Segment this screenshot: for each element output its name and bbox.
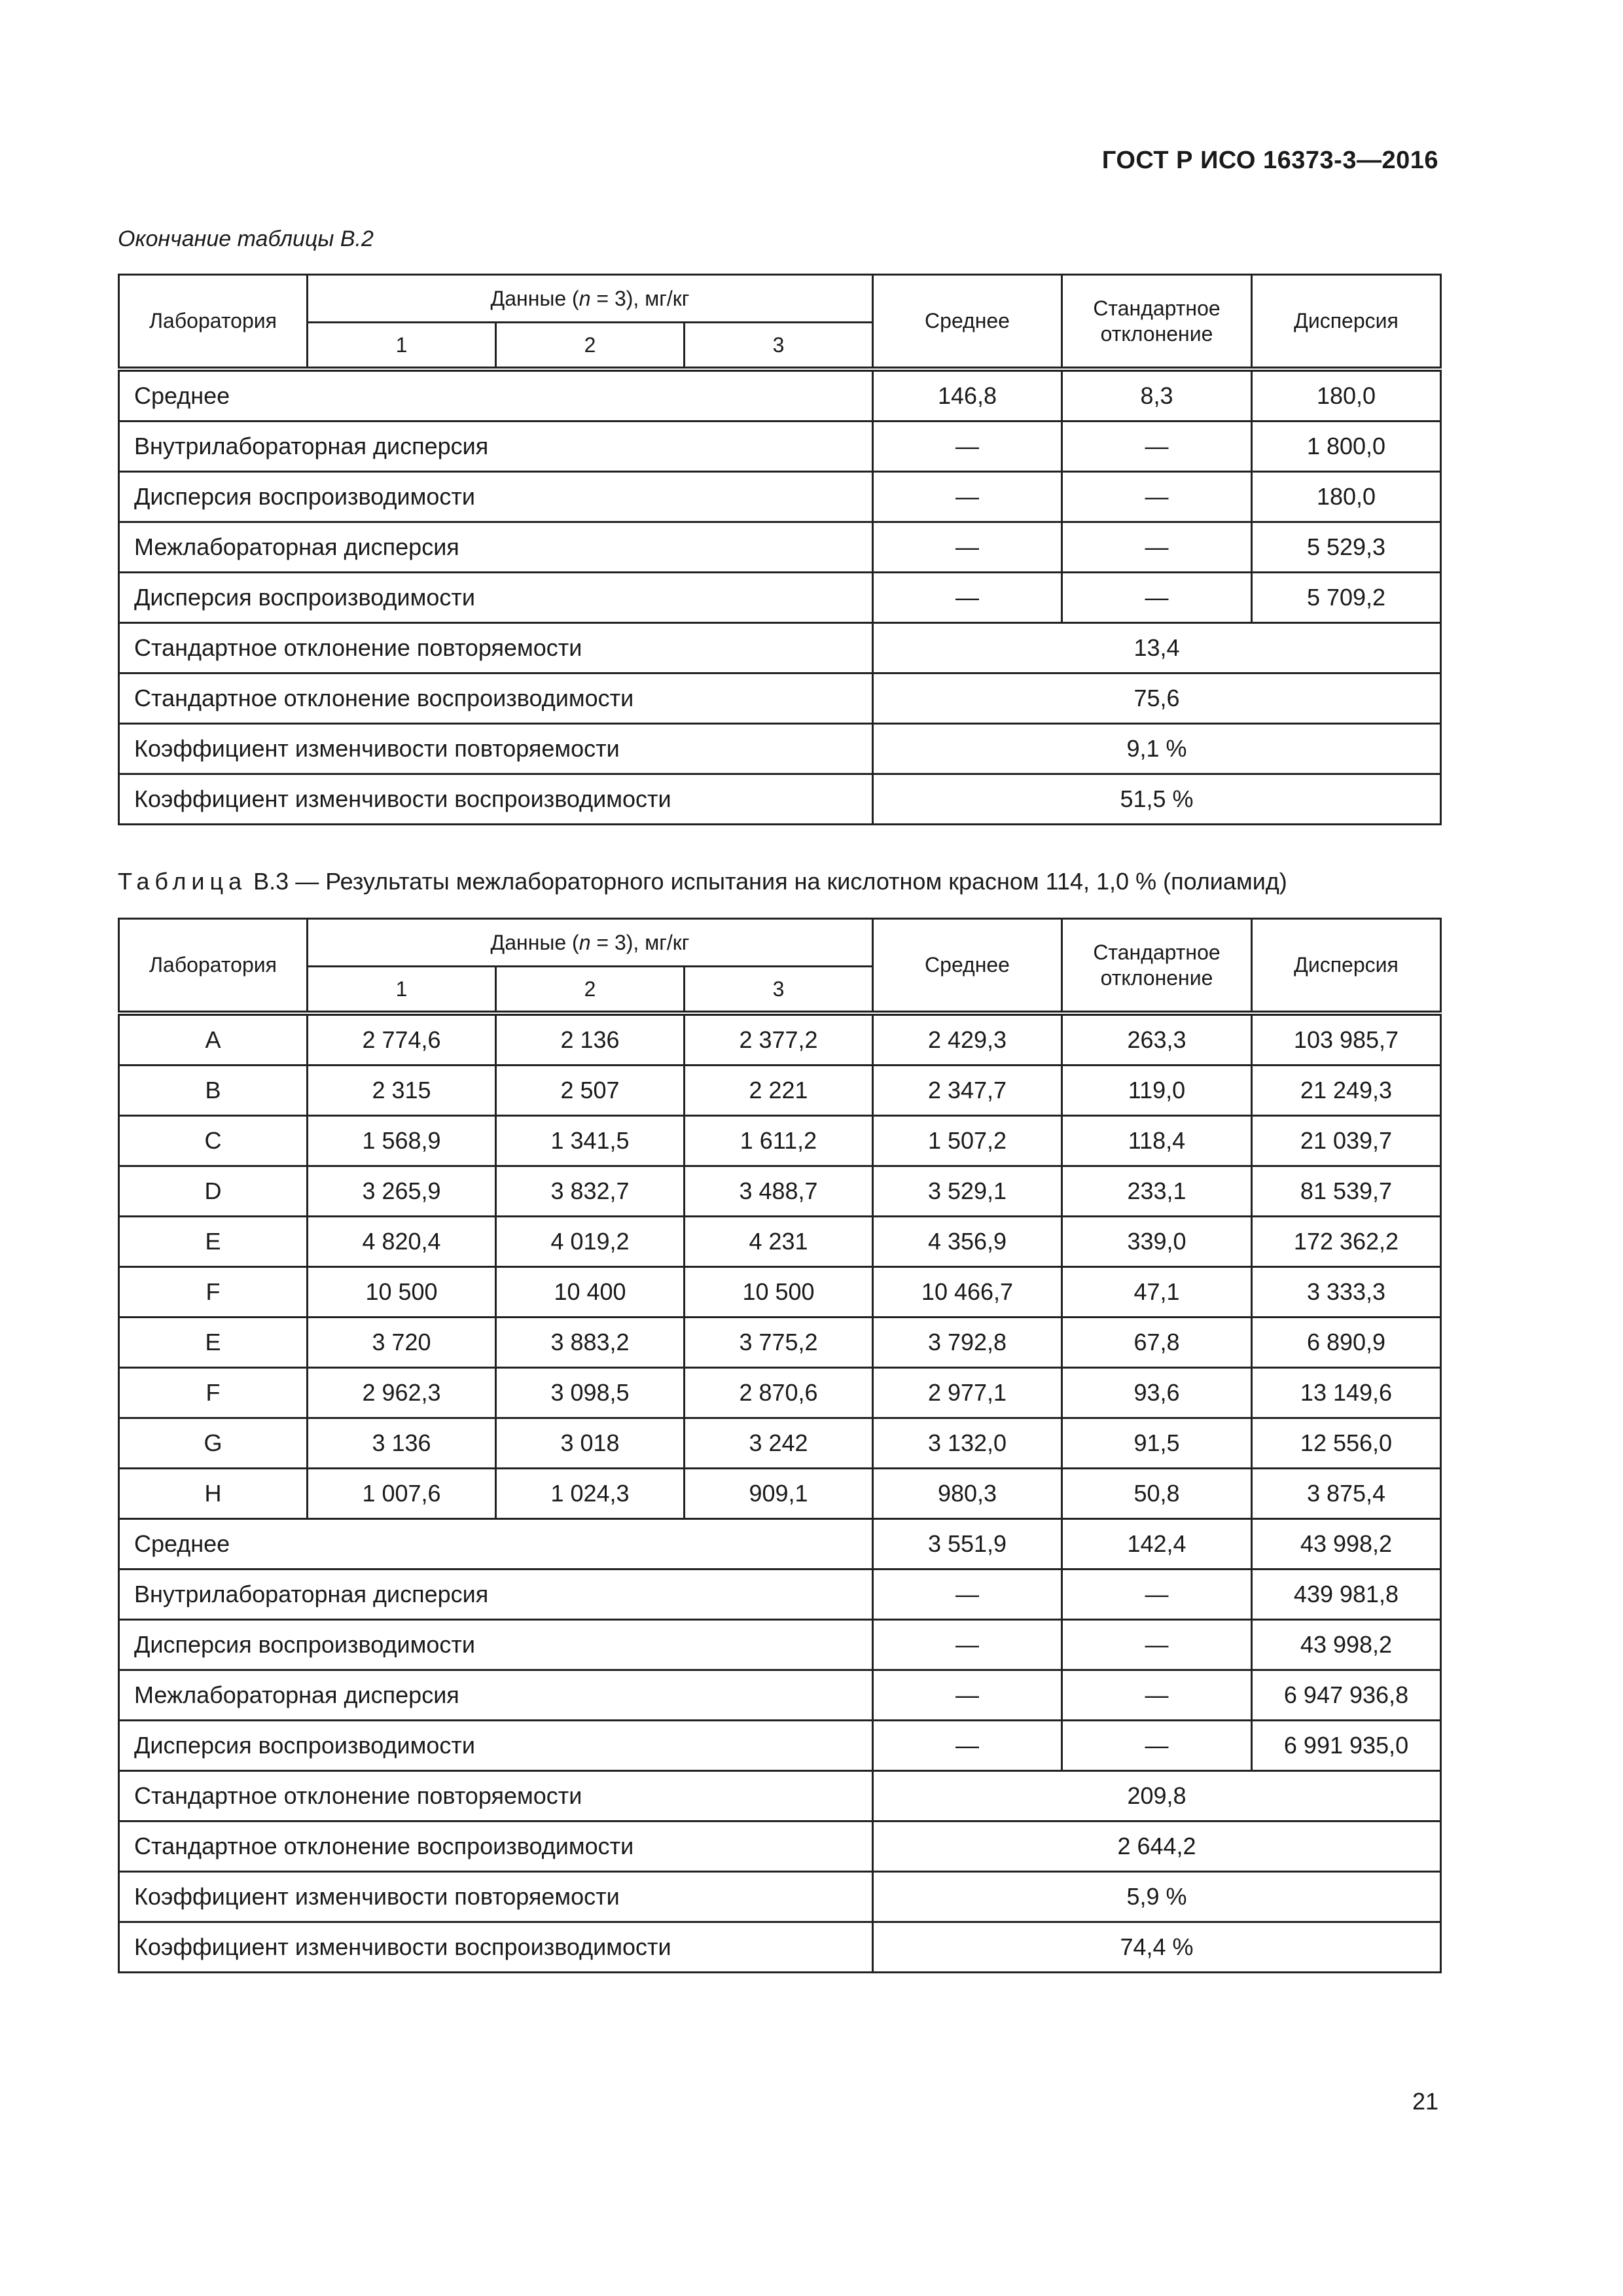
cell-d3: 4 231 <box>685 1217 873 1267</box>
header-data <box>308 275 873 323</box>
header-mean: Среднее <box>873 275 1062 370</box>
table-row <box>119 1418 1441 1469</box>
cell-mean: 3 132,0 <box>873 1418 1062 1469</box>
stat-std: — <box>1062 522 1252 573</box>
stat-row <box>119 369 1441 422</box>
cell-mean: 980,3 <box>873 1469 1062 1519</box>
header-variance: Дисперсия <box>1252 275 1441 370</box>
cell-mean: 3 529,1 <box>873 1166 1062 1217</box>
header-sub-2: 2 <box>496 967 685 1014</box>
cell-d3: 3 775,2 <box>685 1318 873 1368</box>
stat-label: Среднее <box>119 1519 873 1570</box>
stat-variance: 43 998,2 <box>1252 1620 1441 1670</box>
table-row <box>119 1318 1441 1368</box>
table-row <box>119 1166 1441 1217</box>
page-number: 21 <box>1412 2088 1438 2115</box>
stat-label: Дисперсия воспроизводимости <box>119 1721 873 1771</box>
stat-mean: — <box>873 522 1062 573</box>
cell-d2: 4 019,2 <box>496 1217 685 1267</box>
header-sub-3: 3 <box>685 967 873 1014</box>
cell-d3: 3 488,7 <box>685 1166 873 1217</box>
cell-mean: 4 356,9 <box>873 1217 1062 1267</box>
stat-row <box>119 1570 1441 1620</box>
summary-label: Стандартное отклонение воспроизводимости <box>119 673 873 724</box>
header-data-prefix: Данные ( <box>490 286 579 310</box>
cell-variance: 21 039,7 <box>1252 1116 1441 1166</box>
cell-d3: 909,1 <box>685 1469 873 1519</box>
header-std: Стандартное отклонение <box>1062 919 1252 1014</box>
document-standard-header: ГОСТ Р ИСО 16373-3—2016 <box>1101 147 1438 174</box>
stat-row <box>119 522 1441 573</box>
cell-std: 118,4 <box>1062 1116 1252 1166</box>
cell-d1: 2 774,6 <box>308 1013 496 1066</box>
cell-d1: 2 315 <box>308 1066 496 1116</box>
summary-value: 9,1 % <box>873 724 1441 774</box>
cell-std: 93,6 <box>1062 1368 1252 1418</box>
cell-std: 233,1 <box>1062 1166 1252 1217</box>
cell-d1: 3 720 <box>308 1318 496 1368</box>
cell-d1: 4 820,4 <box>308 1217 496 1267</box>
header-laboratory: Лаборатория <box>119 919 308 1014</box>
table-b2-body <box>119 275 1441 825</box>
stat-mean: — <box>873 573 1062 623</box>
cell-d2: 3 883,2 <box>496 1318 685 1368</box>
stat-row <box>119 573 1441 623</box>
cell-lab: H <box>119 1469 308 1519</box>
table-b2 <box>118 274 1442 825</box>
summary-label: Стандартное отклонение повторяемости <box>119 623 873 673</box>
cell-lab: B <box>119 1066 308 1116</box>
stat-row <box>119 1721 1441 1771</box>
stat-variance: 6 947 936,8 <box>1252 1670 1441 1721</box>
summary-label: Стандартное отклонение повторяемости <box>119 1771 873 1821</box>
cell-variance: 103 985,7 <box>1252 1013 1441 1066</box>
cell-variance: 12 556,0 <box>1252 1418 1441 1469</box>
cell-d1: 1 007,6 <box>308 1469 496 1519</box>
cell-d1: 3 265,9 <box>308 1166 496 1217</box>
summary-value: 13,4 <box>873 623 1441 673</box>
cell-d2: 10 400 <box>496 1267 685 1318</box>
summary-label: Стандартное отклонение воспроизводимости <box>119 1821 873 1872</box>
stat-std: — <box>1062 472 1252 522</box>
stat-label: Дисперсия воспроизводимости <box>119 1620 873 1670</box>
stat-label: Межлабораторная дисперсия <box>119 522 873 573</box>
cell-variance: 13 149,6 <box>1252 1368 1441 1418</box>
header-std: Стандартное отклонение <box>1062 275 1252 370</box>
cell-d1: 3 136 <box>308 1418 496 1469</box>
cell-lab: G <box>119 1418 308 1469</box>
cell-d1: 2 962,3 <box>308 1368 496 1418</box>
summary-row <box>119 1922 1441 1973</box>
cell-variance: 6 890,9 <box>1252 1318 1441 1368</box>
stat-row <box>119 472 1441 522</box>
stat-label: Межлабораторная дисперсия <box>119 1670 873 1721</box>
cell-lab: A <box>119 1013 308 1066</box>
table-row <box>119 1013 1441 1066</box>
summary-label: Коэффициент изменчивости воспроизводимости <box>119 1922 873 1973</box>
stat-std: 142,4 <box>1062 1519 1252 1570</box>
cell-std: 50,8 <box>1062 1469 1252 1519</box>
cell-std: 119,0 <box>1062 1066 1252 1116</box>
cell-mean: 10 466,7 <box>873 1267 1062 1318</box>
summary-row <box>119 1821 1441 1872</box>
stat-mean: — <box>873 422 1062 472</box>
cell-lab: E <box>119 1217 308 1267</box>
cell-lab: D <box>119 1166 308 1217</box>
stat-row <box>119 422 1441 472</box>
cell-d3: 3 242 <box>685 1418 873 1469</box>
cell-lab: E <box>119 1318 308 1368</box>
table-b3-caption-label: Таблица <box>118 868 247 895</box>
table-b3-caption <box>118 868 1287 895</box>
summary-value: 209,8 <box>873 1771 1441 1821</box>
header-variance: Дисперсия <box>1252 919 1441 1014</box>
stat-row <box>119 1519 1441 1570</box>
header-mean: Среднее <box>873 919 1062 1014</box>
cell-variance: 3 333,3 <box>1252 1267 1441 1318</box>
stat-variance: 5 529,3 <box>1252 522 1441 573</box>
table-row <box>119 1217 1441 1267</box>
stat-variance: 1 800,0 <box>1252 422 1441 472</box>
stat-std: — <box>1062 422 1252 472</box>
header-sub-1: 1 <box>308 323 496 370</box>
stat-mean: — <box>873 1620 1062 1670</box>
cell-d1: 10 500 <box>308 1267 496 1318</box>
stat-std: — <box>1062 1620 1252 1670</box>
summary-row <box>119 774 1441 825</box>
header-data-n: n <box>579 930 591 954</box>
stat-row <box>119 1670 1441 1721</box>
cell-d3: 2 870,6 <box>685 1368 873 1418</box>
cell-lab: F <box>119 1267 308 1318</box>
cell-d3: 2 377,2 <box>685 1013 873 1066</box>
summary-value: 75,6 <box>873 673 1441 724</box>
header-data-suffix: = 3), мг/кг <box>590 930 690 954</box>
cell-std: 47,1 <box>1062 1267 1252 1318</box>
table-b3-body <box>119 919 1441 1973</box>
cell-d2: 2 507 <box>496 1066 685 1116</box>
summary-label: Коэффициент изменчивости повторяемости <box>119 1872 873 1922</box>
summary-value: 2 644,2 <box>873 1821 1441 1872</box>
cell-std: 263,3 <box>1062 1013 1252 1066</box>
stat-mean: — <box>873 1721 1062 1771</box>
header-data-suffix: = 3), мг/кг <box>590 286 690 310</box>
stat-variance: 5 709,2 <box>1252 573 1441 623</box>
header-sub-1: 1 <box>308 967 496 1014</box>
summary-label: Коэффициент изменчивости воспроизводимости <box>119 774 873 825</box>
stat-variance: 180,0 <box>1252 369 1441 422</box>
cell-lab: F <box>119 1368 308 1418</box>
cell-mean: 2 347,7 <box>873 1066 1062 1116</box>
table-row <box>119 1368 1441 1418</box>
header-sub-2: 2 <box>496 323 685 370</box>
stat-variance: 6 991 935,0 <box>1252 1721 1441 1771</box>
stat-label: Внутрилабораторная дисперсия <box>119 1570 873 1620</box>
cell-variance: 21 249,3 <box>1252 1066 1441 1116</box>
header-data <box>308 919 873 967</box>
stat-std: — <box>1062 1570 1252 1620</box>
stat-mean: — <box>873 1570 1062 1620</box>
cell-std: 339,0 <box>1062 1217 1252 1267</box>
stat-label: Среднее <box>119 369 873 422</box>
stat-row <box>119 1620 1441 1670</box>
summary-row <box>119 673 1441 724</box>
cell-d2: 3 018 <box>496 1418 685 1469</box>
stat-mean: 3 551,9 <box>873 1519 1062 1570</box>
table-b3 <box>118 918 1442 1973</box>
cell-std: 67,8 <box>1062 1318 1252 1368</box>
stat-variance: 43 998,2 <box>1252 1519 1441 1570</box>
cell-d3: 2 221 <box>685 1066 873 1116</box>
summary-label: Коэффициент изменчивости повторяемости <box>119 724 873 774</box>
header-data-prefix: Данные ( <box>490 930 579 954</box>
cell-d2: 3 832,7 <box>496 1166 685 1217</box>
header-data-n: n <box>579 286 591 310</box>
cell-mean: 2 429,3 <box>873 1013 1062 1066</box>
cell-mean: 2 977,1 <box>873 1368 1062 1418</box>
cell-mean: 3 792,8 <box>873 1318 1062 1368</box>
table-continuation-title: Окончание таблицы B.2 <box>118 226 374 251</box>
stat-std: — <box>1062 573 1252 623</box>
table-row <box>119 1116 1441 1166</box>
cell-d2: 2 136 <box>496 1013 685 1066</box>
cell-d3: 1 611,2 <box>685 1116 873 1166</box>
cell-variance: 3 875,4 <box>1252 1469 1441 1519</box>
cell-mean: 1 507,2 <box>873 1116 1062 1166</box>
cell-d2: 1 024,3 <box>496 1469 685 1519</box>
stat-mean: 146,8 <box>873 369 1062 422</box>
summary-row <box>119 623 1441 673</box>
stat-std: — <box>1062 1721 1252 1771</box>
stat-std: — <box>1062 1670 1252 1721</box>
cell-variance: 81 539,7 <box>1252 1166 1441 1217</box>
cell-d3: 10 500 <box>685 1267 873 1318</box>
stat-label: Дисперсия воспроизводимости <box>119 573 873 623</box>
table-row <box>119 1267 1441 1318</box>
stat-mean: — <box>873 472 1062 522</box>
cell-d2: 1 341,5 <box>496 1116 685 1166</box>
stat-label: Дисперсия воспроизводимости <box>119 472 873 522</box>
stat-variance: 439 981,8 <box>1252 1570 1441 1620</box>
summary-value: 51,5 % <box>873 774 1441 825</box>
stat-variance: 180,0 <box>1252 472 1441 522</box>
header-laboratory: Лаборатория <box>119 275 308 370</box>
stat-std: 8,3 <box>1062 369 1252 422</box>
summary-value: 74,4 % <box>873 1922 1441 1973</box>
table-row <box>119 1066 1441 1116</box>
stat-label: Внутрилабораторная дисперсия <box>119 422 873 472</box>
stat-mean: — <box>873 1670 1062 1721</box>
summary-value: 5,9 % <box>873 1872 1441 1922</box>
cell-variance: 172 362,2 <box>1252 1217 1441 1267</box>
table-row <box>119 1469 1441 1519</box>
summary-row <box>119 1872 1441 1922</box>
summary-row <box>119 724 1441 774</box>
cell-d1: 1 568,9 <box>308 1116 496 1166</box>
table-b3-caption-text: B.3 — Результаты межлабораторного испытания на кислотном красном 114, 1,0 % (полиамид) <box>253 868 1287 895</box>
cell-d2: 3 098,5 <box>496 1368 685 1418</box>
cell-std: 91,5 <box>1062 1418 1252 1469</box>
summary-row <box>119 1771 1441 1821</box>
cell-lab: C <box>119 1116 308 1166</box>
header-sub-3: 3 <box>685 323 873 370</box>
